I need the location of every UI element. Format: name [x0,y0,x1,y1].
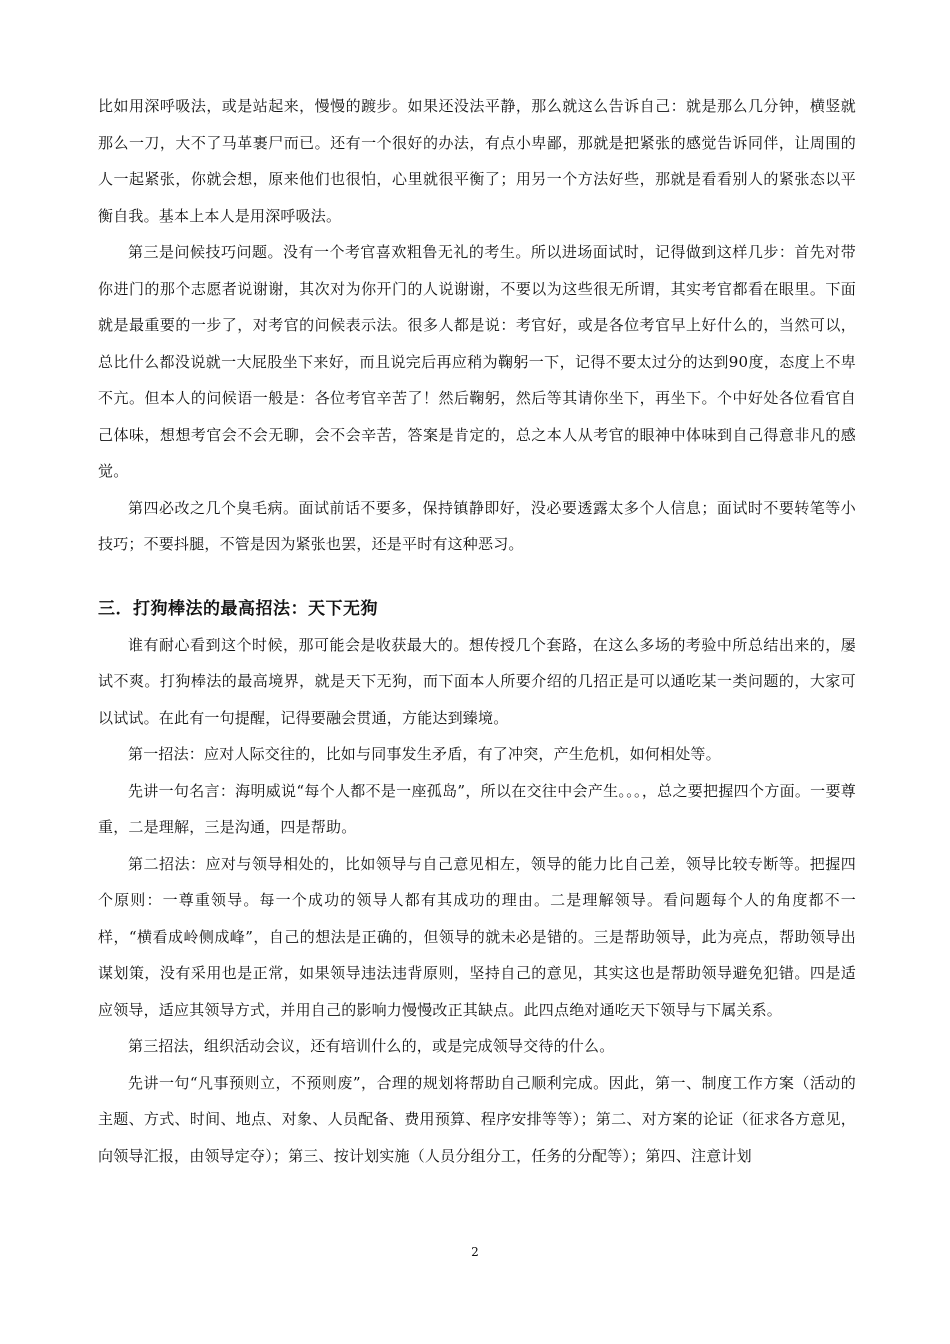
paragraph-third-method-detail: 先讲一句“凡事预则立，不预则废”，合理的规划将帮助自己顺利完成。因此，第一、制度工作方案（活动的主题、方式、时间、地点、对象、人员配备、费用预算、程序安排等等）；第二、对方案的论证（征求各方意见，向领导汇报，由领导定夺）；第三、按计划实施（人员分组分工，任务的分配等）；第四、注意计划 [98,1073,856,1165]
paragraph-third-method: 第三招法，组织活动会议，还有培训什么的，或是完成领导交待的什么。 [128,1037,615,1055]
page-number: 2 [471,1245,479,1259]
document-body [98,88,856,1174]
paragraph-greeting-skills: 第三是问候技巧问题。没有一个考官喜欢粗鲁无礼的考生。所以进场面试时，记得做到这样几步：首先对带你进门的那个志愿者说谢谢，其次对为你开门的人说谢谢，不要以为这些很无所谓，其实考官都看在眼里。下面就是最重要的一步了，对考官的问候表示法。很多人都是说：考官好，或是各位考官早上好什么的，当然可以，总比什么都没说就一大屁股坐下来好，而且说完后再应稍为鞠躬一下，记得不要太过分的达到90度，态度上不卑不亢。但本人的问候语一般是：各位考官辛苦了！然后鞠躬，然后等其请你坐下，再坐下。个中好处各位看官自己体味，想想考官会不会无聊，会不会辛苦，答案是肯定的，总之本人从考官的眼神中体味到自己得意非凡的感觉。 [98,243,856,480]
paragraph-breathing-methods: 比如用深呼吸法，或是站起来，慢慢的踱步。如果还没法平静，那么就这么告诉自己：就是那么几分钟，横竖就那么一刀，大不了马革裹尸而已。还有一个很好的办法，有点小卑鄙，那就是把紧张的感觉告诉同伴，让周围的人一起紧张，你就会想，原来他们也很怕，心里就很平衡了；用另一个方法好些，那就是看看别人的紧张态以平衡自我。基本上本人是用深呼吸法。 [98,97,856,225]
paragraph-section-intro: 谁有耐心看到这个时候，那可能会是收获最大的。想传授几个套路，在这么多场的考验中所总结出来的，屡试不爽。打狗棒法的最高境界，就是天下无狗，而下面本人所要介绍的几招正是可以通吃某一类问题的，大家可以试试。在此有一句提醒，记得要融会贯通，方能达到臻境。 [98,635,856,727]
section-heading: 三．打狗棒法的最高招法：天下无狗 [98,598,378,619]
paragraph-first-method: 第一招法：应对人际交往的，比如与同事发生矛盾，有了冲突，产生危机，如何相处等。 [128,745,721,763]
paragraph-bad-habits: 第四必改之几个臭毛病。面试前话不要多，保持镇静即好，没必要透露太多个人信息；面试时不要转笔等小技巧；不要抖腿，不管是因为紧张也罢，还是平时有这种恶习。 [98,498,856,553]
paragraph-second-method: 第二招法：应对与领导相处的，比如领导与自己意见相左，领导的能力比自己差，领导比较专断等。把握四个原则：一尊重领导。每一个成功的领导人都有其成功的理由。二是理解领导。看问题每个人的角度都不一样，“横看成岭侧成峰”，自己的想法是正确的，但领导的就未必是错的。三是帮助领导，此为亮点，帮助领导出谋划策，没有采用也是正常，如果领导违法违背原则，坚持自己的意见，其实这也是帮助领导避免犯错。四是适应领导，适应其领导方式，并用自己的影响力慢慢改正其缺点。此四点绝对通吃天下领导与下属关系。 [98,854,856,1019]
paragraph-first-method-detail: 先讲一句名言：海明威说“每个人都不是一座孤岛”，所以在交往中会产生。。。，总之要把握四个方面。一要尊重，二是理解，三是沟通，四是帮助。 [98,781,856,836]
